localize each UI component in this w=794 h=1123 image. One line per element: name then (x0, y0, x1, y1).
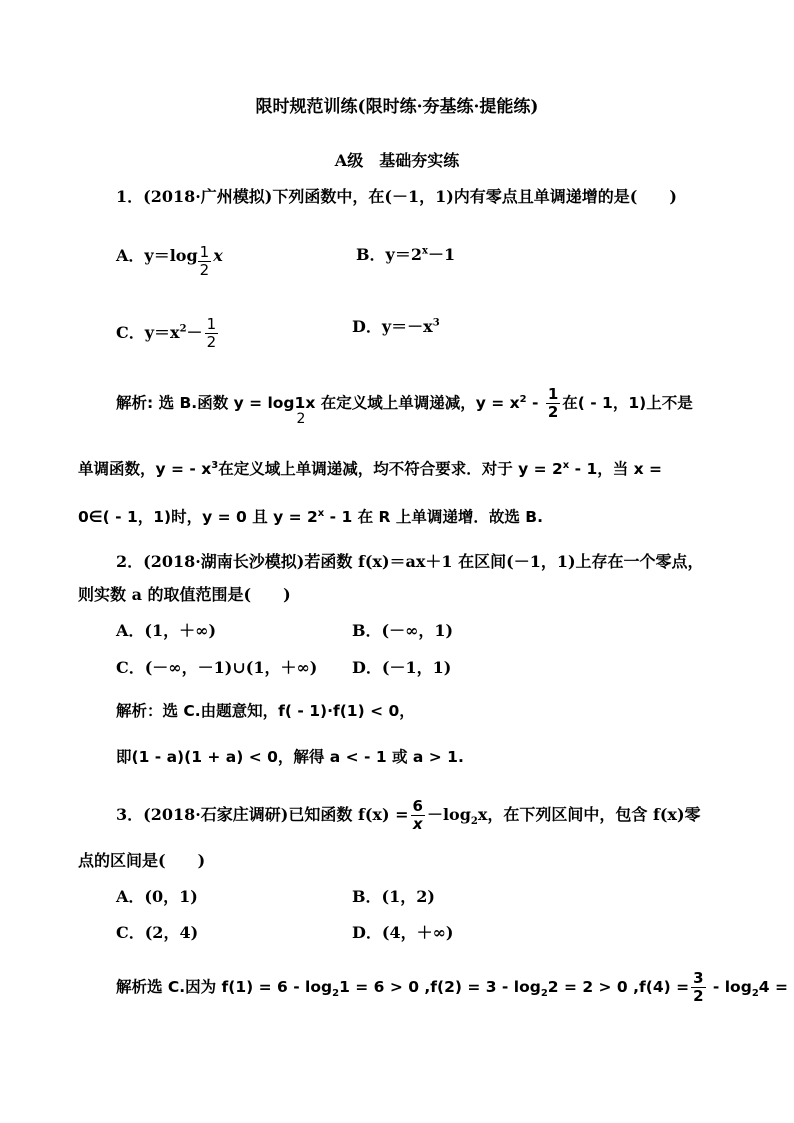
q1-c-den: 2 (206, 333, 217, 351)
q2-option-c: C．(－∞，－1)∪(1，＋∞) (116, 658, 318, 677)
q3-option-a: A．(0，1) (116, 887, 198, 906)
q1-option-c-frac (205, 316, 219, 351)
q1-solution-line3 (78, 506, 730, 528)
q3-sol-s1: 2 (332, 988, 340, 1000)
q1-sol-c: 0∈( - 1，1)时，y = 0 且 y = 2 (78, 508, 318, 526)
q3-stem-sub: 2 (470, 816, 478, 828)
q1-sol-b-sup: 3 (211, 459, 219, 471)
question-2-stem-line2: 则实数 a 的取值范围是( ) (78, 585, 291, 604)
q3-option-b: B．(1，2) (352, 887, 435, 906)
q1-sol-c-tail: - 1 在 R 上单调递增．故选 B. (324, 508, 543, 526)
q3-sol-frac (691, 970, 705, 1005)
q3-sol-s2: 2 (540, 988, 548, 1000)
q3-stem-frac (411, 798, 425, 833)
q1-sol-tail: 在( - 1，1)上不是 (562, 394, 693, 412)
q1-solution-line2 (78, 458, 730, 480)
q3-sol-den: 2 (693, 987, 704, 1005)
q1-sol-b-sup2: x (562, 459, 570, 471)
q3-sol-num: 3 (693, 969, 704, 987)
q1-sol-log-base (294, 392, 306, 427)
q1-sol-den: 2 (296, 411, 306, 427)
q1-sol-frac (546, 386, 560, 421)
q1-option-c-text: C．y＝x (116, 323, 180, 342)
q1-c-num: 1 (206, 315, 217, 333)
q1-option-d-sup: 3 (432, 317, 440, 329)
q3-stem-den: x (412, 815, 423, 833)
q1-sol-num: 1 (294, 394, 306, 412)
q1-option-b-tail: －1 (427, 245, 456, 264)
q1-sol-mid: x 在定义域上单调递减，y = x (305, 394, 520, 412)
q1-option-c-sup: 2 (179, 323, 187, 335)
q2-option-b: B．(－∞，1) (352, 621, 454, 640)
question-3-stem-line1 (116, 798, 730, 833)
q1-option-d-text: D．y＝－x (352, 317, 433, 336)
q2-option-a: A．(1，＋∞) (116, 621, 217, 640)
q1-option-d (352, 316, 440, 338)
q1-option-b-text: B．y＝2 (356, 245, 422, 264)
q1-sol-b-tail: - 1，当 x = (569, 460, 663, 478)
q1-option-a-text: A．y＝log (116, 246, 198, 265)
q1-sol-sup: 2 (519, 393, 527, 405)
q1-sol-c-sup: x (317, 507, 325, 519)
q1-option-a-frac (198, 244, 212, 279)
q1-option-c-mid: － (186, 323, 203, 342)
q2-solution-line1: 解析：选 C.由题意知，f( - 1)·f(1) < 0， (116, 702, 415, 720)
q1-sol-fnum: 1 (547, 385, 559, 403)
page-title: 限时规范训练(限时练·夯基练·提能练) (255, 97, 539, 117)
q3-sol-d: - log (707, 978, 752, 996)
q1-sol-fden: 2 (547, 403, 559, 421)
q1-option-b (356, 244, 455, 266)
q3-stem-num: 6 (412, 797, 423, 815)
q1-option-a-tail: x (213, 246, 223, 265)
q1-sol-minus: - (526, 394, 544, 412)
q3-sol-e: 4 = (758, 978, 788, 996)
q1-sol-b: 单调函数，y = - x (78, 460, 212, 478)
q1-a-num: 1 (199, 243, 210, 261)
q3-stem-c: x，在下列区间中，包含 f(x)零 (477, 805, 701, 824)
q1-sol-b-mid: 在定义域上单调递减，均不符合要求．对于 y = 2 (218, 460, 563, 478)
q1-a-den: 2 (199, 261, 210, 279)
q3-sol-b: 1 = 6 > 0 ,f(2) = 3 - log (339, 978, 541, 996)
question-3-stem-line2: 点的区间是( ) (78, 851, 206, 870)
q2-option-d: D．(－1，1) (352, 658, 452, 677)
question-1-stem: 1．(2018·广州模拟)下列函数中，在(－1，1)内有零点且单调递增的是( ) (116, 187, 677, 206)
q1-option-c (116, 316, 220, 351)
q3-stem-a: 3．(2018·石家庄调研)已知函数 f(x) = (116, 805, 409, 824)
q3-option-d: D．(4，＋∞) (352, 923, 454, 942)
q3-sol-s3: 2 (751, 988, 759, 1000)
q3-sol-c: 2 = 2 > 0 ,f(4) = (547, 978, 690, 996)
section-heading: A级 基础夯实练 (334, 151, 460, 170)
q3-stem-b: －log (426, 805, 471, 824)
q3-option-c: C．(2，4) (116, 923, 199, 942)
q2-solution-line2: 即(1 - a)(1 + a) < 0，解得 a < - 1 或 a > 1. (116, 748, 464, 766)
question-2-stem-line1: 2．(2018·湖南长沙模拟)若函数 f(x)＝ax＋1 在区间(－1，1)上存在一个零点， (116, 552, 704, 571)
q1-option-a (116, 244, 223, 279)
q1-sol-a: 解析: 选 B.函数 y = log (116, 394, 295, 412)
q3-solution-line1 (116, 969, 788, 1005)
q1-solution-line1 (116, 385, 730, 427)
q1-option-b-sup: x (421, 245, 428, 257)
q3-sol-a: 解析选 C.因为 f(1) = 6 - log (116, 978, 333, 996)
